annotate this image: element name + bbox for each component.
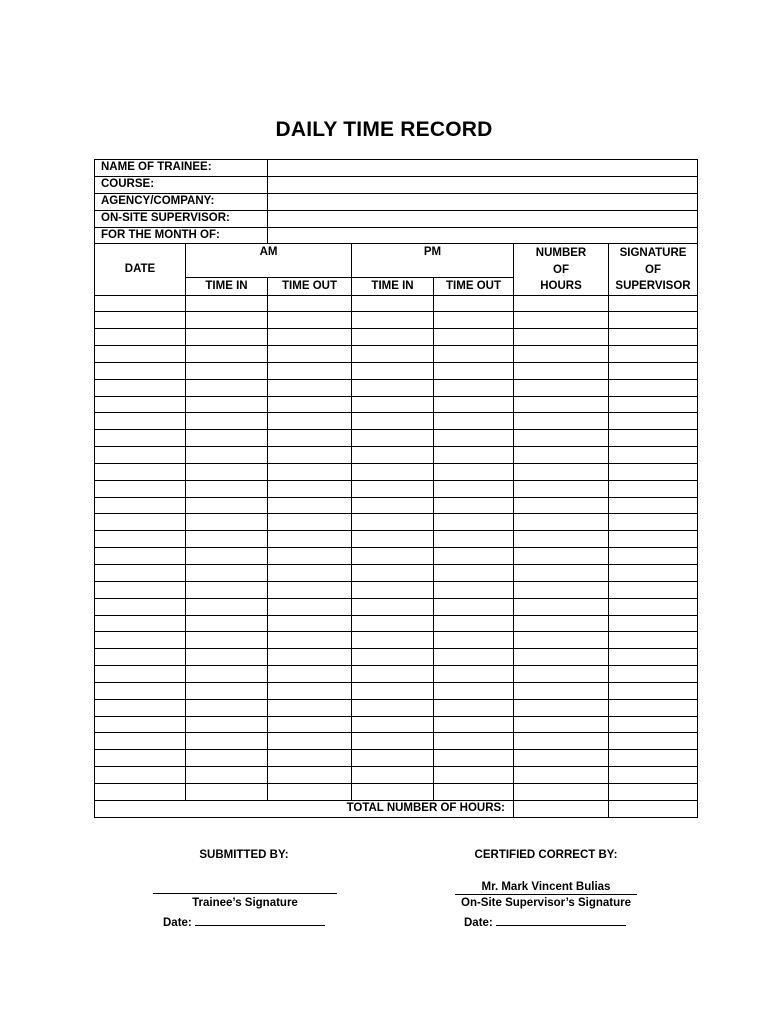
cell-date[interactable] — [95, 750, 186, 767]
table-row — [95, 312, 698, 329]
cell-pm-out[interactable] — [434, 379, 514, 396]
cell-date[interactable] — [95, 649, 186, 666]
cell-am-in[interactable] — [186, 379, 268, 396]
table-row — [95, 615, 698, 632]
cell-signature[interactable] — [609, 783, 698, 800]
table-row — [95, 666, 698, 683]
cell-hours[interactable] — [514, 598, 609, 615]
cell-date[interactable] — [95, 716, 186, 733]
cell-pm-out[interactable] — [434, 548, 514, 565]
cell-pm-in[interactable] — [352, 396, 434, 413]
cell-hours[interactable] — [514, 531, 609, 548]
info-label: AGENCY/COMPANY: — [95, 193, 268, 210]
cell-am-in[interactable] — [186, 682, 268, 699]
cell-signature[interactable] — [609, 346, 698, 363]
cell-hours[interactable] — [514, 666, 609, 683]
cell-pm-in[interactable] — [352, 632, 434, 649]
cell-pm-out[interactable] — [434, 632, 514, 649]
cell-pm-out[interactable] — [434, 598, 514, 615]
cell-am-out[interactable] — [268, 649, 352, 666]
table-row — [95, 750, 698, 767]
cell-am-in[interactable] — [186, 430, 268, 447]
cell-date[interactable] — [95, 514, 186, 531]
cell-am-in[interactable] — [186, 783, 268, 800]
cell-pm-out[interactable] — [434, 480, 514, 497]
trainee-signature-line — [153, 893, 337, 894]
cell-am-out[interactable] — [268, 682, 352, 699]
cell-hours[interactable] — [514, 733, 609, 750]
am-time-in-header: TIME IN — [186, 278, 268, 295]
cell-date[interactable] — [95, 396, 186, 413]
table-row — [95, 548, 698, 565]
cell-am-in[interactable] — [186, 312, 268, 329]
pm-time-in-header: TIME IN — [352, 278, 434, 295]
time-log-table — [94, 243, 698, 818]
cell-pm-out[interactable] — [434, 615, 514, 632]
cell-hours[interactable] — [514, 514, 609, 531]
cell-am-in[interactable] — [186, 497, 268, 514]
signature-of-supervisor-header: SIGNATURE OF SUPERVISOR — [609, 244, 698, 296]
cell-pm-out[interactable] — [434, 430, 514, 447]
cell-signature[interactable] — [609, 649, 698, 666]
info-label: NAME OF TRAINEE: — [95, 160, 268, 177]
total-hours-cell[interactable] — [514, 800, 609, 817]
cell-am-out[interactable] — [268, 699, 352, 716]
cell-am-out[interactable] — [268, 362, 352, 379]
info-label: FOR THE MONTH OF: — [95, 227, 268, 244]
cell-signature[interactable] — [609, 682, 698, 699]
cell-pm-in[interactable] — [352, 750, 434, 767]
cell-pm-out[interactable] — [434, 733, 514, 750]
cell-pm-in[interactable] — [352, 463, 434, 480]
cell-date[interactable] — [95, 565, 186, 582]
cell-pm-out[interactable] — [434, 699, 514, 716]
cell-pm-in[interactable] — [352, 581, 434, 598]
cell-hours[interactable] — [514, 396, 609, 413]
trainee-date-label: Date: — [163, 917, 192, 929]
cell-am-out[interactable] — [268, 531, 352, 548]
cell-pm-out[interactable] — [434, 682, 514, 699]
cell-pm-out[interactable] — [434, 783, 514, 800]
cell-signature[interactable] — [609, 598, 698, 615]
pm-time-out-header: TIME OUT — [434, 278, 514, 295]
cell-date[interactable] — [95, 783, 186, 800]
table-row — [95, 733, 698, 750]
cell-signature[interactable] — [609, 396, 698, 413]
supervisor-name: Mr. Mark Vincent Bulias — [481, 881, 611, 893]
info-row — [95, 193, 698, 210]
table-row — [95, 480, 698, 497]
table-row — [95, 413, 698, 430]
cell-pm-out[interactable] — [434, 649, 514, 666]
table-row — [95, 295, 698, 312]
cell-am-in[interactable] — [186, 615, 268, 632]
certified-by-label: CERTIFIED CORRECT BY: — [474, 849, 618, 861]
cell-pm-in[interactable] — [352, 329, 434, 346]
cell-pm-out[interactable] — [434, 565, 514, 582]
cell-am-in[interactable] — [186, 295, 268, 312]
cell-pm-out[interactable] — [434, 413, 514, 430]
table-row — [95, 514, 698, 531]
number-of-hours-header: NUMBER OF HOURS — [514, 244, 609, 296]
table-row — [95, 531, 698, 548]
cell-signature[interactable] — [609, 716, 698, 733]
cell-signature[interactable] — [609, 615, 698, 632]
table-row — [95, 716, 698, 733]
table-row — [95, 329, 698, 346]
cell-am-out[interactable] — [268, 615, 352, 632]
cell-am-in[interactable] — [186, 413, 268, 430]
table-row — [95, 497, 698, 514]
cell-hours[interactable] — [514, 615, 609, 632]
info-value-field[interactable] — [268, 193, 698, 210]
cell-date[interactable] — [95, 362, 186, 379]
cell-am-out[interactable] — [268, 413, 352, 430]
cell-am-in[interactable] — [186, 531, 268, 548]
info-row — [95, 176, 698, 193]
cell-am-in[interactable] — [186, 447, 268, 464]
cell-date[interactable] — [95, 413, 186, 430]
table-row — [95, 565, 698, 582]
cell-date[interactable] — [95, 699, 186, 716]
info-label: ON-SITE SUPERVISOR: — [95, 210, 268, 227]
cell-signature[interactable] — [609, 632, 698, 649]
cell-hours[interactable] — [514, 581, 609, 598]
trainee-signature-label: Trainee’s Signature — [192, 897, 298, 909]
cell-hours[interactable] — [514, 463, 609, 480]
cell-signature[interactable] — [609, 565, 698, 582]
cell-pm-in[interactable] — [352, 379, 434, 396]
cell-date[interactable] — [95, 598, 186, 615]
cell-am-out[interactable] — [268, 329, 352, 346]
cell-pm-out[interactable] — [434, 767, 514, 784]
table-row — [95, 396, 698, 413]
cell-pm-in[interactable] — [352, 682, 434, 699]
cell-am-in[interactable] — [186, 716, 268, 733]
cell-pm-out[interactable] — [434, 312, 514, 329]
cell-am-out[interactable] — [268, 733, 352, 750]
cell-signature[interactable] — [609, 581, 698, 598]
cell-pm-in[interactable] — [352, 312, 434, 329]
cell-am-in[interactable] — [186, 598, 268, 615]
trainee-date-field — [163, 913, 325, 929]
cell-hours[interactable] — [514, 548, 609, 565]
cell-hours[interactable] — [514, 413, 609, 430]
table-row — [95, 362, 698, 379]
cell-am-out[interactable] — [268, 514, 352, 531]
cell-signature[interactable] — [609, 548, 698, 565]
cell-am-in[interactable] — [186, 396, 268, 413]
trainee-date-input[interactable] — [195, 913, 325, 926]
table-row — [95, 379, 698, 396]
cell-hours[interactable] — [514, 329, 609, 346]
cell-hours[interactable] — [514, 750, 609, 767]
cell-pm-in[interactable] — [352, 666, 434, 683]
cell-signature[interactable] — [609, 295, 698, 312]
cell-pm-in[interactable] — [352, 295, 434, 312]
cell-am-in[interactable] — [186, 581, 268, 598]
page-title: DAILY TIME RECORD — [275, 118, 493, 141]
cell-am-in[interactable] — [186, 514, 268, 531]
cell-pm-in[interactable] — [352, 783, 434, 800]
cell-am-in[interactable] — [186, 666, 268, 683]
cell-am-in[interactable] — [186, 699, 268, 716]
cell-am-in[interactable] — [186, 362, 268, 379]
cell-date[interactable] — [95, 733, 186, 750]
cell-am-in[interactable] — [186, 733, 268, 750]
cell-pm-in[interactable] — [352, 733, 434, 750]
cell-hours[interactable] — [514, 379, 609, 396]
cell-pm-in[interactable] — [352, 531, 434, 548]
cell-hours[interactable] — [514, 430, 609, 447]
cell-hours[interactable] — [514, 682, 609, 699]
cell-signature[interactable] — [609, 531, 698, 548]
table-row — [95, 598, 698, 615]
cell-pm-out[interactable] — [434, 531, 514, 548]
cell-signature[interactable] — [609, 514, 698, 531]
cell-hours[interactable] — [514, 447, 609, 464]
total-signature-cell[interactable] — [609, 800, 698, 817]
cell-date[interactable] — [95, 447, 186, 464]
cell-pm-out[interactable] — [434, 497, 514, 514]
cell-am-out[interactable] — [268, 783, 352, 800]
cell-am-out[interactable] — [268, 565, 352, 582]
supervisor-date-field — [464, 913, 626, 929]
cell-pm-out[interactable] — [434, 514, 514, 531]
cell-pm-in[interactable] — [352, 362, 434, 379]
cell-date[interactable] — [95, 379, 186, 396]
cell-pm-in[interactable] — [352, 716, 434, 733]
cell-pm-out[interactable] — [434, 396, 514, 413]
cell-am-in[interactable] — [186, 329, 268, 346]
cell-date[interactable] — [95, 329, 186, 346]
cell-date[interactable] — [95, 632, 186, 649]
cell-hours[interactable] — [514, 783, 609, 800]
info-row — [95, 160, 698, 177]
table-row — [95, 783, 698, 800]
info-value-field[interactable] — [268, 176, 698, 193]
cell-signature[interactable] — [609, 379, 698, 396]
cell-pm-in[interactable] — [352, 699, 434, 716]
cell-am-out[interactable] — [268, 750, 352, 767]
info-value-field[interactable] — [268, 227, 698, 244]
cell-date[interactable] — [95, 463, 186, 480]
cell-signature[interactable] — [609, 480, 698, 497]
cell-pm-out[interactable] — [434, 362, 514, 379]
cell-am-out[interactable] — [268, 379, 352, 396]
am-column-header: AM — [186, 244, 352, 278]
table-row — [95, 463, 698, 480]
table-row — [95, 767, 698, 784]
cell-pm-out[interactable] — [434, 329, 514, 346]
table-row — [95, 581, 698, 598]
cell-pm-in[interactable] — [352, 548, 434, 565]
cell-hours[interactable] — [514, 767, 609, 784]
table-row — [95, 632, 698, 649]
cell-pm-in[interactable] — [352, 615, 434, 632]
table-row — [95, 447, 698, 464]
cell-hours[interactable] — [514, 497, 609, 514]
cell-signature[interactable] — [609, 447, 698, 464]
cell-signature[interactable] — [609, 497, 698, 514]
cell-am-out[interactable] — [268, 447, 352, 464]
cell-signature[interactable] — [609, 312, 698, 329]
table-row — [95, 430, 698, 447]
cell-date[interactable] — [95, 767, 186, 784]
cell-date[interactable] — [95, 480, 186, 497]
supervisor-signature-line — [455, 894, 637, 895]
info-row — [95, 227, 698, 244]
cell-hours[interactable] — [514, 699, 609, 716]
cell-signature[interactable] — [609, 463, 698, 480]
cell-am-in[interactable] — [186, 548, 268, 565]
cell-pm-out[interactable] — [434, 666, 514, 683]
cell-am-in[interactable] — [186, 480, 268, 497]
cell-date[interactable] — [95, 497, 186, 514]
cell-am-out[interactable] — [268, 666, 352, 683]
cell-am-out[interactable] — [268, 581, 352, 598]
cell-pm-in[interactable] — [352, 447, 434, 464]
total-hours-label: TOTAL NUMBER OF HOURS: — [95, 800, 514, 817]
cell-pm-in[interactable] — [352, 598, 434, 615]
trainee-info-table — [94, 159, 698, 244]
cell-date[interactable] — [95, 295, 186, 312]
cell-signature[interactable] — [609, 329, 698, 346]
table-row — [95, 346, 698, 363]
cell-pm-in[interactable] — [352, 430, 434, 447]
cell-pm-in[interactable] — [352, 413, 434, 430]
table-row — [95, 682, 698, 699]
supervisor-date-label: Date: — [464, 917, 493, 929]
cell-am-out[interactable] — [268, 497, 352, 514]
cell-am-in[interactable] — [186, 632, 268, 649]
cell-date[interactable] — [95, 682, 186, 699]
cell-signature[interactable] — [609, 699, 698, 716]
cell-am-in[interactable] — [186, 750, 268, 767]
cell-pm-out[interactable] — [434, 295, 514, 312]
cell-hours[interactable] — [514, 295, 609, 312]
cell-pm-in[interactable] — [352, 480, 434, 497]
cell-signature[interactable] — [609, 362, 698, 379]
cell-signature[interactable] — [609, 733, 698, 750]
cell-signature[interactable] — [609, 430, 698, 447]
cell-pm-out[interactable] — [434, 716, 514, 733]
pm-column-header: PM — [352, 244, 514, 278]
cell-pm-in[interactable] — [352, 649, 434, 666]
info-value-field[interactable] — [268, 160, 698, 177]
cell-date[interactable] — [95, 615, 186, 632]
cell-am-in[interactable] — [186, 346, 268, 363]
cell-am-out[interactable] — [268, 632, 352, 649]
cell-pm-out[interactable] — [434, 463, 514, 480]
info-row — [95, 210, 698, 227]
cell-hours[interactable] — [514, 480, 609, 497]
cell-am-out[interactable] — [268, 346, 352, 363]
cell-hours[interactable] — [514, 346, 609, 363]
cell-am-in[interactable] — [186, 649, 268, 666]
cell-pm-in[interactable] — [352, 514, 434, 531]
cell-date[interactable] — [95, 312, 186, 329]
cell-signature[interactable] — [609, 666, 698, 683]
cell-am-out[interactable] — [268, 430, 352, 447]
cell-date[interactable] — [95, 531, 186, 548]
date-column-header: DATE — [95, 244, 186, 296]
cell-hours[interactable] — [514, 716, 609, 733]
cell-date[interactable] — [95, 666, 186, 683]
am-time-out-header: TIME OUT — [268, 278, 352, 295]
cell-date[interactable] — [95, 548, 186, 565]
cell-am-out[interactable] — [268, 396, 352, 413]
cell-signature[interactable] — [609, 767, 698, 784]
cell-date[interactable] — [95, 581, 186, 598]
cell-hours[interactable] — [514, 312, 609, 329]
cell-am-out[interactable] — [268, 480, 352, 497]
cell-signature[interactable] — [609, 413, 698, 430]
cell-am-out[interactable] — [268, 767, 352, 784]
cell-am-out[interactable] — [268, 548, 352, 565]
cell-hours[interactable] — [514, 362, 609, 379]
table-row — [95, 699, 698, 716]
cell-am-out[interactable] — [268, 598, 352, 615]
supervisor-date-input[interactable] — [496, 913, 626, 926]
cell-pm-in[interactable] — [352, 767, 434, 784]
cell-am-out[interactable] — [268, 295, 352, 312]
info-label: COURSE: — [95, 176, 268, 193]
supervisor-signature-label: On-Site Supervisor’s Signature — [461, 897, 631, 909]
cell-am-in[interactable] — [186, 463, 268, 480]
cell-pm-in[interactable] — [352, 497, 434, 514]
submitted-by-label: SUBMITTED BY: — [199, 849, 289, 861]
cell-pm-out[interactable] — [434, 581, 514, 598]
cell-pm-out[interactable] — [434, 750, 514, 767]
info-value-field[interactable] — [268, 210, 698, 227]
cell-am-out[interactable] — [268, 312, 352, 329]
cell-pm-out[interactable] — [434, 447, 514, 464]
cell-am-out[interactable] — [268, 463, 352, 480]
cell-date[interactable] — [95, 346, 186, 363]
cell-pm-in[interactable] — [352, 346, 434, 363]
cell-pm-in[interactable] — [352, 565, 434, 582]
cell-hours[interactable] — [514, 565, 609, 582]
cell-hours[interactable] — [514, 632, 609, 649]
cell-date[interactable] — [95, 430, 186, 447]
cell-pm-out[interactable] — [434, 346, 514, 363]
table-row — [95, 649, 698, 666]
cell-hours[interactable] — [514, 649, 609, 666]
cell-am-out[interactable] — [268, 716, 352, 733]
cell-signature[interactable] — [609, 750, 698, 767]
cell-am-in[interactable] — [186, 565, 268, 582]
cell-am-in[interactable] — [186, 767, 268, 784]
